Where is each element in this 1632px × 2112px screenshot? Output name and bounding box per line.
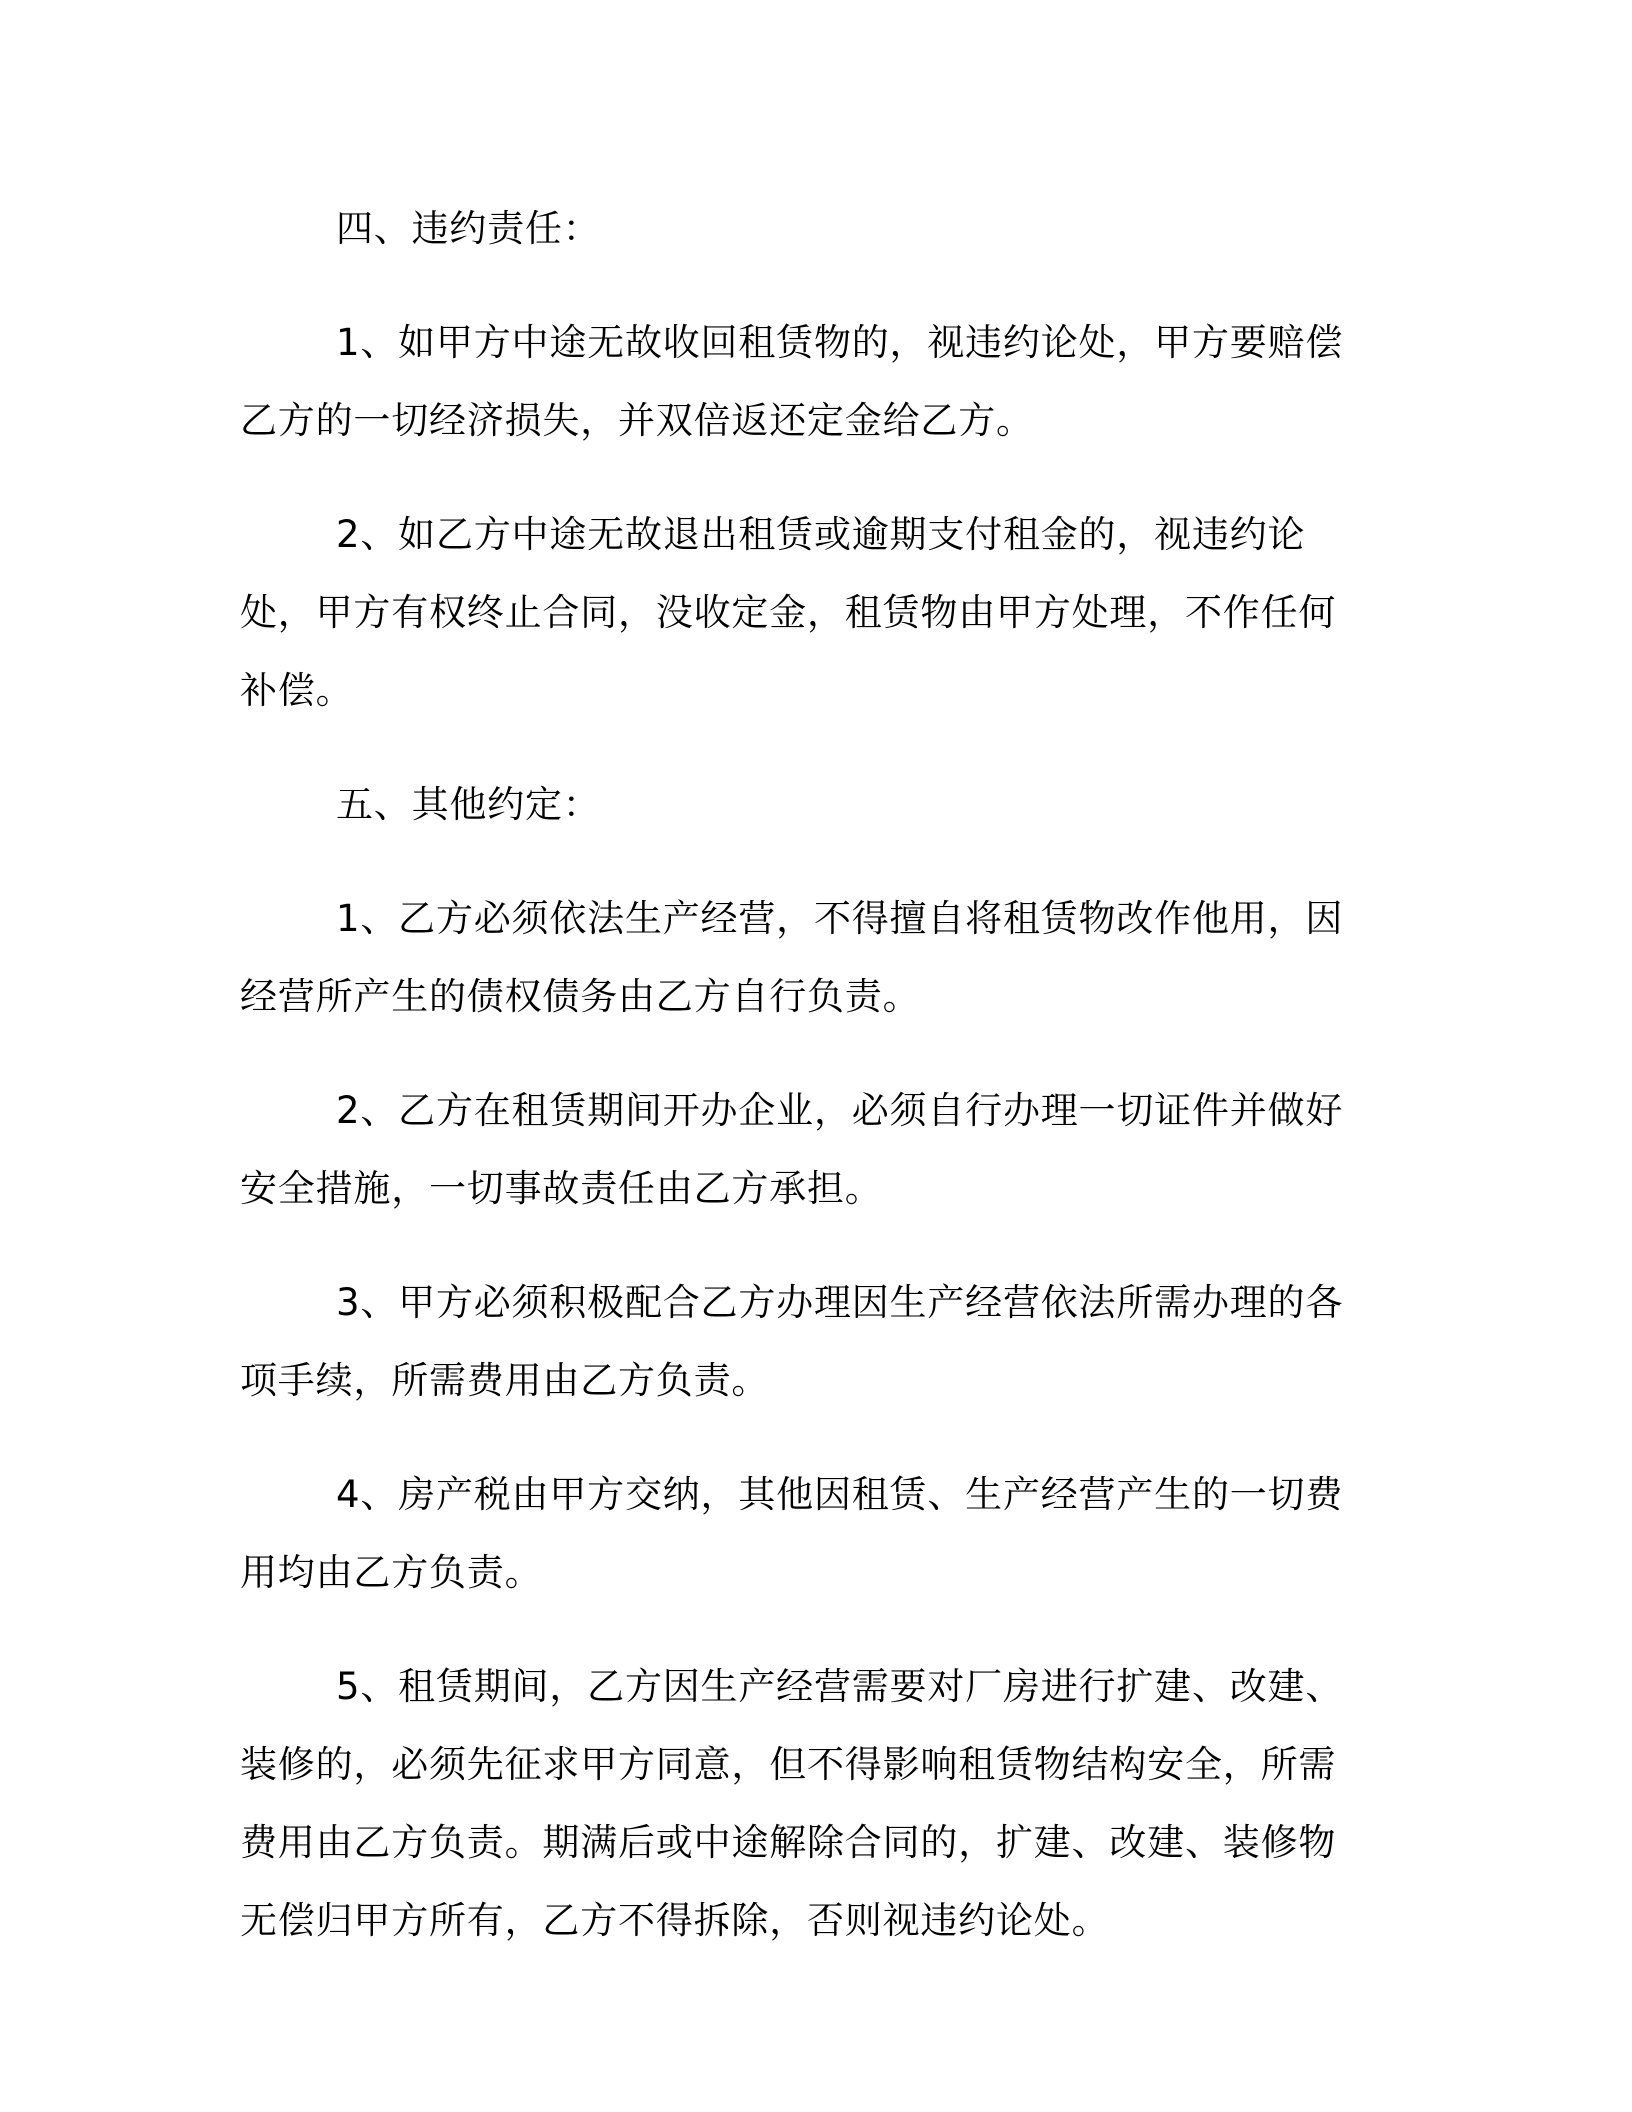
clause-4-2: 2、如乙方中途无故退出租赁或逾期支付租金的，视违约论处，甲方有权终止合同，没收定金，租赁物由甲方处理，不作任何补偿。 [240, 513, 1337, 712]
clause-5-2: 2、乙方在租赁期间开办企业，必须自行办理一切证件并做好安全措施，一切事故责任由乙方承担。 [240, 1089, 1344, 1210]
clause-5-1: 1、乙方必须依法生产经营，不得擅自将租赁物改作他用，因经营所产生的债权债务由乙方自行负责。 [240, 897, 1344, 1018]
clause-5-4: 4、房产税由甲方交纳，其他因租赁、生产经营产生的一切费用均由乙方负责。 [240, 1473, 1344, 1594]
clause-5-3: 3、甲方必须积极配合乙方办理因生产经营依法所需办理的各项手续，所需费用由乙方负责。 [240, 1281, 1344, 1402]
clause-5-5: 5、租赁期间，乙方因生产经营需要对厂房进行扩建、改建、装修的，必须先征求甲方同意，但不得影响租赁物结构安全，所需费用由乙方负责。期满后或中途解除合同的，扩建、改建、装修物无偿归甲方所有，乙方不得拆除，否则视违约论处。 [240, 1665, 1344, 1942]
clause-4-1: 1、如甲方中途无故收回租赁物的，视违约论处，甲方要赔偿乙方的一切经济损失，并双倍返还定金给乙方。 [240, 321, 1344, 442]
document-body [240, 190, 1360, 1996]
section-heading-breach-liability: 四、违约责任： [336, 207, 601, 250]
section-heading-other-agreements: 五、其他约定： [336, 783, 601, 826]
